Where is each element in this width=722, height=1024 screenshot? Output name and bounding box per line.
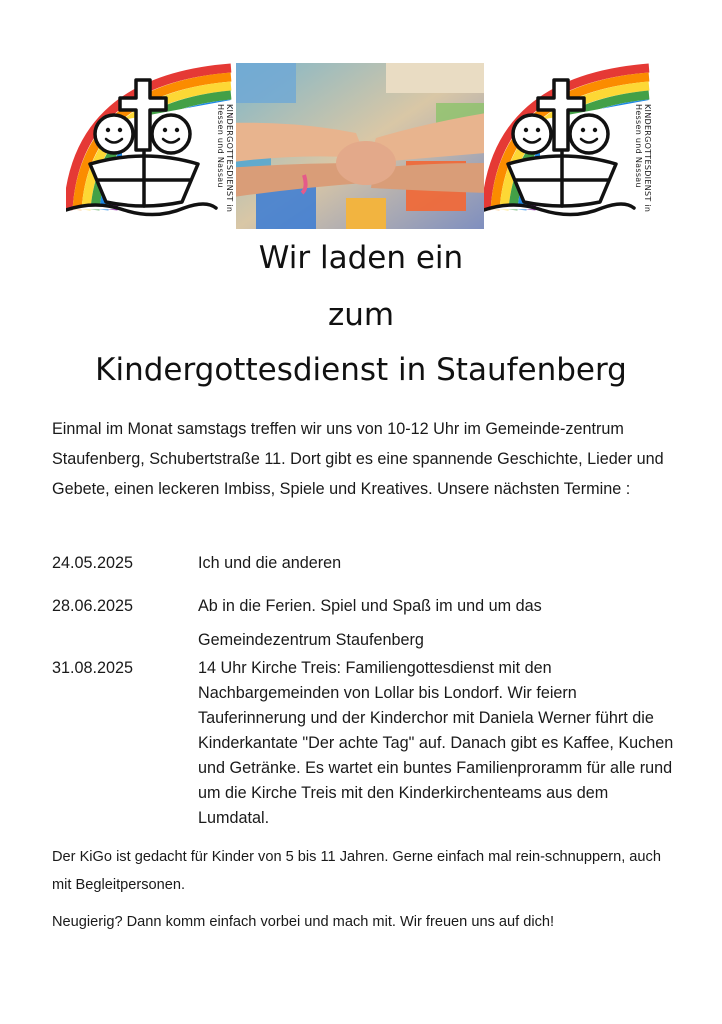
- cross-boat-children-rainbow-icon: [484, 60, 656, 222]
- stacked-hands-photo: [236, 63, 484, 229]
- title-line-1: Wir laden ein: [258, 240, 464, 276]
- intro-paragraph: Einmal im Monat samstags treffen wir uns von 10-12 Uhr im Gemeinde-zentrum Staufenberg, Schubertstraße 11. Dort gibt es eine spannende Geschichte, Lieder und Gebete, einen leckeren Imbiss, Spiele und Kreatives. Unsere nächsten Termine :: [52, 420, 664, 498]
- date-label: 31.08.2025: [52, 659, 134, 677]
- kindergottesdienst-logo-right: [484, 60, 656, 222]
- date-label: 28.06.2025: [52, 597, 134, 615]
- cross-boat-children-rainbow-icon: [66, 60, 238, 222]
- date-description: 14 Uhr Kirche Treis: Familiengottesdienst mit den Nachbargemeinden von Lollar bis Londorf. Wir feiern Tauferinnerung und der Kinderchor mit Daniela Werner führt die Kinderkantate "Der achte Tag" auf. Danach gibt es Kaffee, Kuchen und Getränke. Es wartet ein buntes Familienproramm für alle rund um die Kirche Treis mit den Kinderkirchenteams aus dem Lumdatal.: [198, 659, 674, 827]
- age-note: Der KiGo ist gedacht für Kinder von 5 bis 11 Jahren. Gerne einfach mal rein-schnuppern, auch mit Begleitpersonen.: [52, 849, 661, 893]
- date-description: Ich und die anderen: [198, 554, 342, 572]
- logo-vertical-text: KINDERGOTTESDIENST in Hessen und Nassau: [634, 104, 652, 213]
- title-line-2: zum: [327, 297, 395, 333]
- date-label: 24.05.2025: [52, 554, 134, 572]
- logo-vertical-text: KINDERGOTTESDIENST in Hessen und Nassau: [216, 104, 234, 213]
- invite-note: Neugierig? Dann komm einfach vorbei und mach mit. Wir freuen uns auf dich!: [52, 914, 555, 930]
- kindergottesdienst-logo-left: [66, 60, 238, 222]
- date-description: Ab in die Ferien. Spiel und Spaß im und um das Gemeindezentrum Staufenberg: [198, 597, 542, 649]
- header-banner: [0, 60, 722, 232]
- title-line-3: Kindergottesdienst in Staufenberg: [95, 352, 627, 388]
